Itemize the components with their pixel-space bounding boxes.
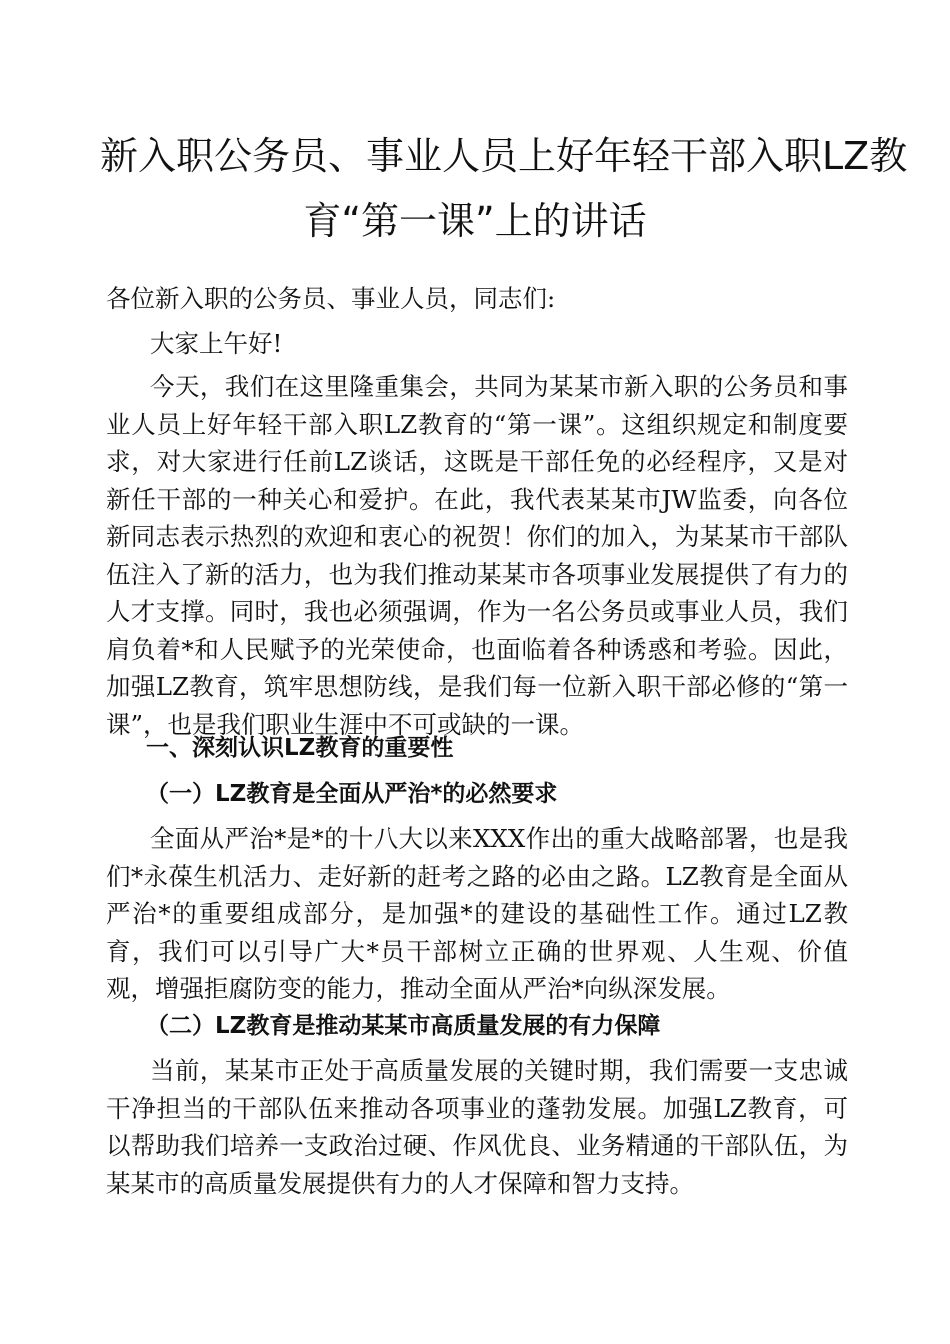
subsection-heading-1: （一）LZ教育是全面从严治*的必然要求 [146,781,558,807]
greeting: 大家上午好! [150,329,283,358]
paragraph-strict-governance: 全面从严治*是*的十八大以来XXX作出的重大战略部署，也是我们*永葆生机活力、走好新的赶考之路的必由之路。LZ教育是全面从严治*的重要组成部分，是加强*的建设的基础性工作。通过LZ教育，我们可以引导广大*员干部树立正确的世界观、人生观、价值观，增强拒腐防变的能力，推动全面从严治*向纵深发展。 [106,824,848,1003]
subsection-heading-2: （二）LZ教育是推动某某市高质量发展的有力保障 [146,1013,661,1039]
document-title-line-1: 新入职公务员、事业人员上好年轻干部入职LZ教 [100,134,908,178]
salutation: 各位新入职的公务员、事业人员，同志们: [106,284,556,313]
paragraph-high-quality-development: 当前，某某市正处于高质量发展的关键时期，我们需要一支忠诚干净担当的干部队伍来推动各项事业的蓬勃发展。加强LZ教育，可以帮助我们培养一支政治过硬、作风优良、业务精通的干部队伍，为某某市的高质量发展提供有力的人才保障和智力支持。 [106,1056,848,1198]
document-title-line-2: 育“第一课”上的讲话 [303,199,647,243]
section-heading-1: 一、深刻认识LZ教育的重要性 [146,735,454,761]
paragraph-intro: 今天，我们在这里隆重集会，共同为某某市新入职的公务员和事业人员上好年轻干部入职LZ教育的“第一课”。这组织规定和制度要求，对大家进行任前LZ谈话，这既是干部任免的必经程序，又是对新任干部的一种关心和爱护。在此，我代表某某市JW监委，向各位新同志表示热烈的欢迎和衷心的祝贺！你们的加入，为某某市干部队伍注入了新的活力，也为我们推动某某市各项事业发展提供了有力的人才支撑。同时，我也必须强调，作为一名公务员或事业人员，我们肩负着*和人民赋予的光荣使命，也面临着各种诱惑和考验。因此，加强LZ教育，筑牢思想防线，是我们每一位新入职干部必修的“第一课”，也是我们职业生涯中不可或缺的一课。 [106,372,848,739]
